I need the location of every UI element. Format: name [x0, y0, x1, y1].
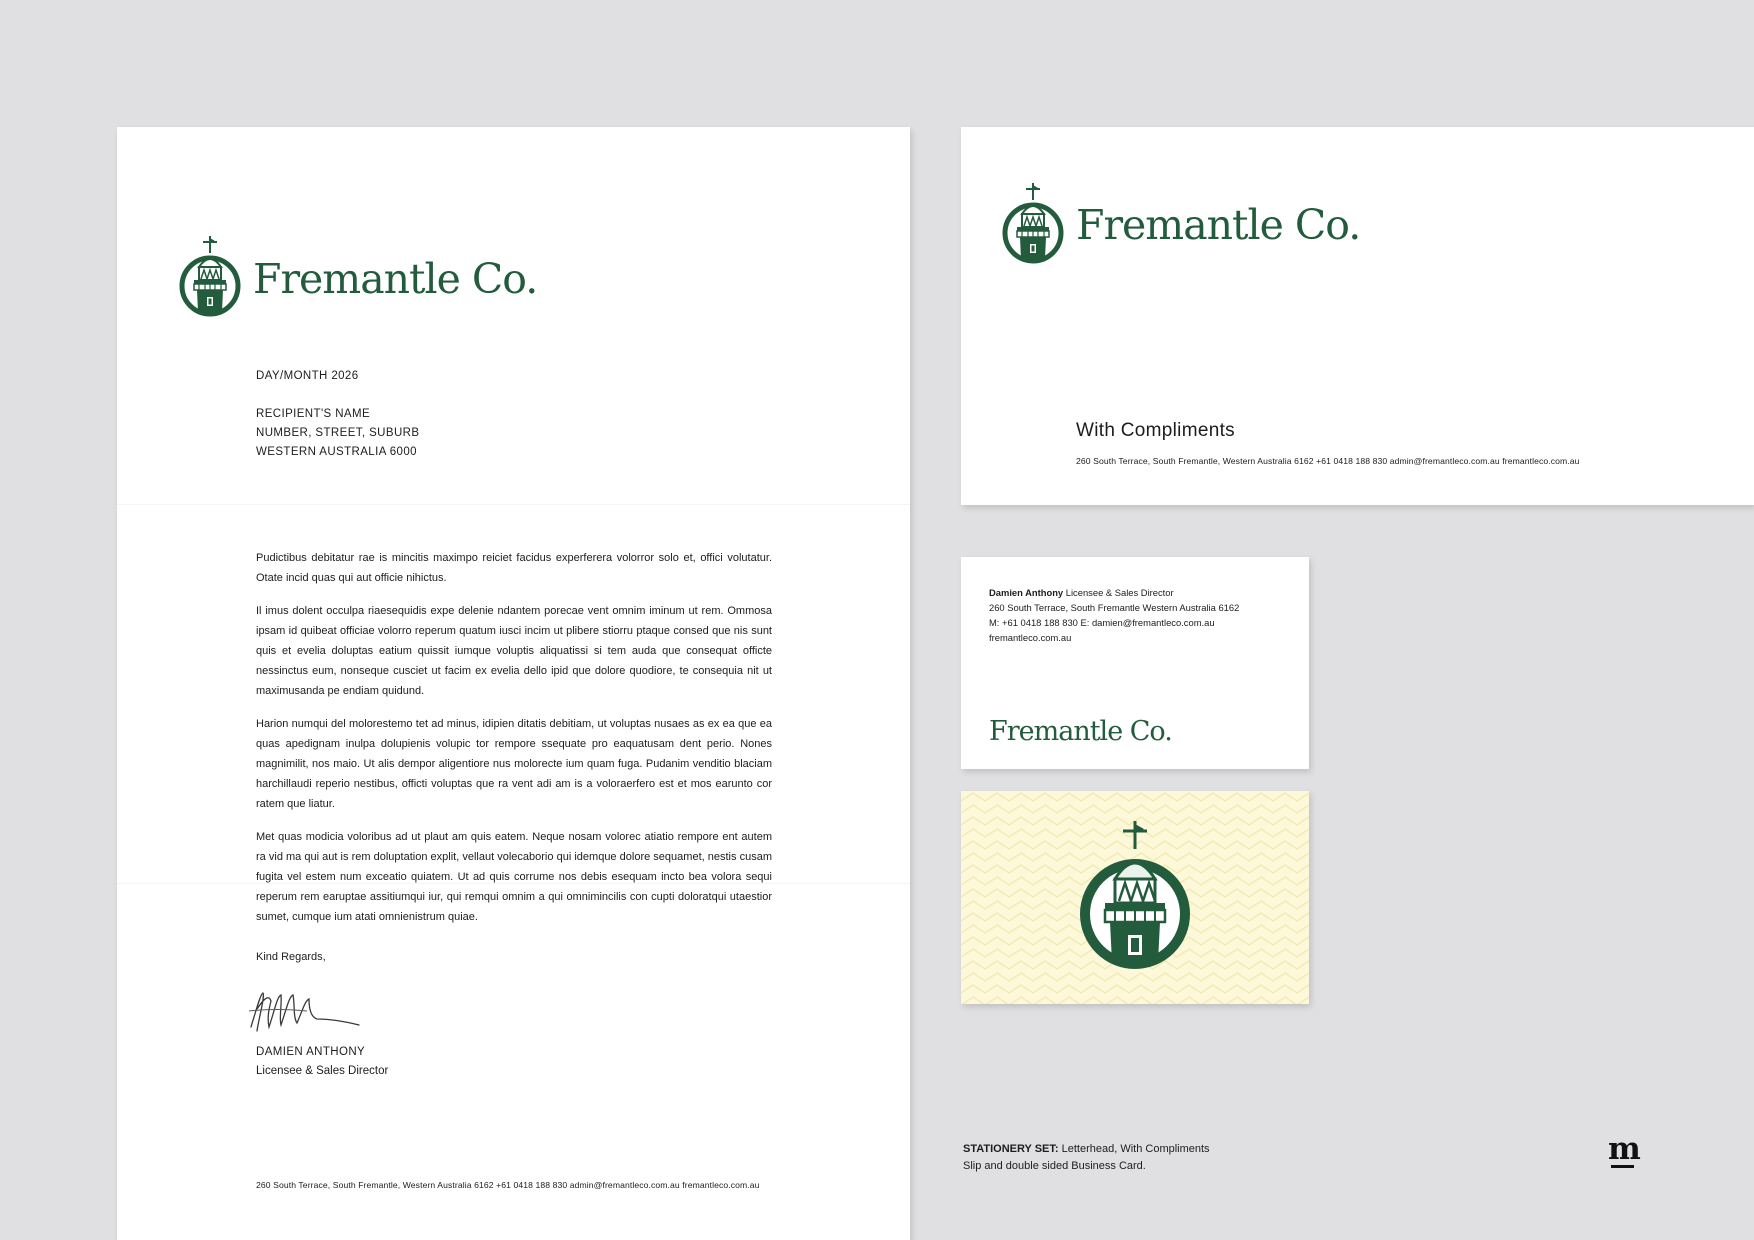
body-paragraph: Harion numqui del molorestemo tet ad minus, idipien ditatis debitiam, ut voluptas nusaes as ex ea que ea quas apedignam inulpa dolupienis volupic tor rempore ssequate pro eaquatusam dent perio. Nones magnimilit, nos maio. Ut alis dempor aligentiore nus molorecte ium quam fuga. Pudanim venditio blaciam harchillaudi reperio nestibus, officti voluptas que ra vent adi am is a voloraerfero est et mos earunto cor ratem que liatur. [256, 718, 772, 810]
card-name-line [989, 585, 1239, 600]
card-website: fremantleco.com.au [989, 632, 1072, 643]
handwritten-signature [247, 987, 367, 1035]
brand-wordmark: Fremantle Co. [989, 716, 1172, 747]
letterhead-logo [179, 235, 537, 317]
studio-logo [1608, 1131, 1641, 1168]
letter-closing: Kind Regards, [256, 951, 326, 963]
recipient-state: WESTERN AUSTRALIA 6000 [256, 446, 417, 458]
recipient-street: NUMBER, STREET, SUBURB [256, 427, 420, 439]
caption-line-1-text: Letterhead, With Compliments [1061, 1143, 1210, 1155]
compliments-slip [961, 127, 1754, 505]
brand-wordmark: Fremantle Co. [1076, 201, 1361, 249]
compliments-slip-logo [1002, 182, 1360, 264]
business-card-front [961, 557, 1309, 769]
fold-line [117, 504, 910, 505]
stationery-caption [963, 1141, 1210, 1175]
lighthouse-emblem-icon [1002, 182, 1064, 264]
letterhead-sheet [117, 127, 910, 1240]
card-contact: M: +61 0418 188 830 E: damien@fremantleco.com.au [989, 617, 1215, 628]
caption-line-1 [963, 1141, 1210, 1158]
brand-wordmark: Fremantle Co. [253, 255, 538, 303]
business-card-back [961, 791, 1309, 1004]
card-contact-details [989, 585, 1239, 645]
lighthouse-emblem-icon [1077, 819, 1193, 969]
card-address: 260 South Terrace, South Fremantle Western Australia 6162 [989, 602, 1240, 613]
body-paragraph: Pudictibus debitatur rae is mincitis maximpo reiciet facidus experferera volorror solo et, offici volutatur. Otate incid quas qui aut officie nihictus. [256, 552, 772, 584]
studio-mark-letter: m [1608, 1131, 1641, 1167]
letter-date: DAY/MONTH 2026 [256, 370, 359, 382]
caption-line-2: Slip and double sided Business Card. [963, 1160, 1146, 1172]
compliments-footer: 260 South Terrace, South Fremantle, Western Australia 6162 +61 0418 188 830 admin@fremantleco.com.au fremantleco.com.au [1076, 456, 1580, 466]
compliments-title: With Compliments [1076, 420, 1235, 441]
body-paragraph: Met quas modicia voloribus ad ut plaut am quis eatem. Neque nosam volorec atiatio rempore ent autem ra vid ma qui aut is rem doluptation explit, vellaut volecaborio qui idemque dolore sequamet, nestis cusam fugita vel estem num exceatio quiatem. Ut ad quis corrume nos debis esequam incto bea volora sequi reperum rem earuptae assitiumqui iur, qui remqui omnim a qui omnimincilis con cupti doloratqui utaestior sumet, cumque ium atati omnienistrum quiae. [256, 831, 772, 923]
lighthouse-emblem-icon [179, 235, 241, 317]
recipient-name: RECIPIENT'S NAME [256, 408, 371, 420]
signer-name: DAMIEN ANTHONY [256, 1046, 366, 1058]
letterhead-footer: 260 South Terrace, South Fremantle, Western Australia 6162 +61 0418 188 830 admin@fremantleco.com.au fremantleco.com.au [256, 1180, 760, 1190]
body-paragraph: Il imus dolent occulpa riaesequidis expe delenie ndantem porecae vent omnim iminum ut rem. Ommosa ipsam id quibeat officiae volorro reperum quatum iusci incim ut plibere stiorru ptaque consed que nis sunt quis et evelia doluptas eatium quissit iumque voluptis aliquatissi si tem auda que consequat officte nessinctus eum, nonseque cusciet ut facim ex evelia dello ipid que dolore quodiore, te consequia nit ut maximusanda pe endiam quidund. [256, 605, 772, 697]
card-title: Licensee & Sales Director [1065, 587, 1174, 598]
recipient-address [256, 405, 419, 462]
caption-label: STATIONERY SET: [963, 1143, 1059, 1155]
signer-title: Licensee & Sales Director [256, 1065, 389, 1077]
letter-body [256, 548, 772, 940]
card-name: Damien Anthony [989, 587, 1064, 598]
